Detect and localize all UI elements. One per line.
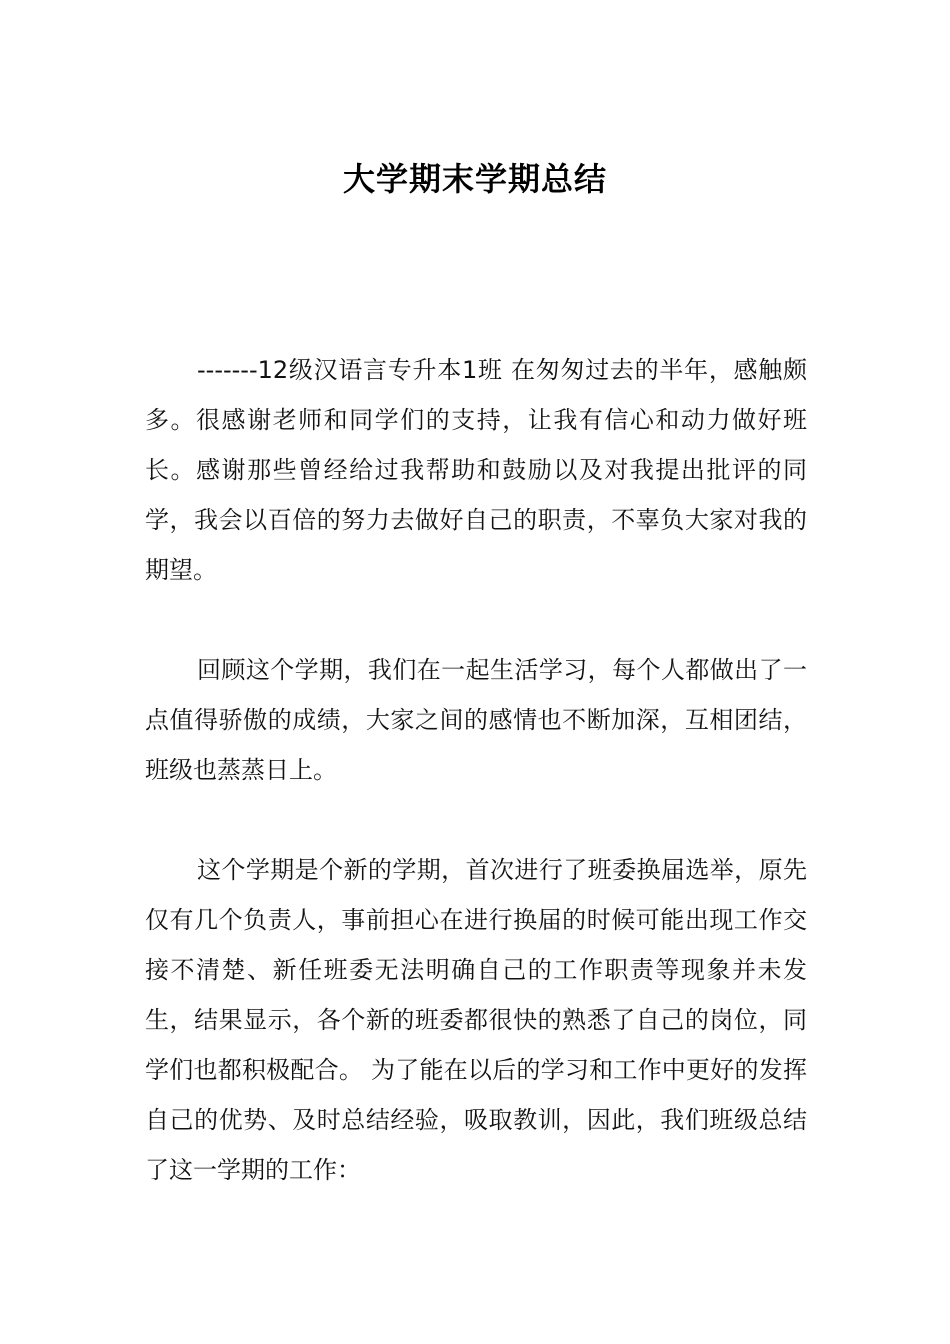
paragraph-1: -------12级汉语言专升本1班 在匆匆过去的半年，感触颇多。很感谢老师和同学们的支持，让我有信心和动力做好班长。感谢那些曾经给过我帮助和鼓励以及对我提出批评的同学，我会以百倍的努力去做好自己的职责，不辜负大家对我的期望。 bbox=[145, 356, 807, 584]
paragraph-3: 这个学期是个新的学期，首次进行了班委换届选举，原先仅有几个负责人，事前担心在进行换届的时候可能出现工作交接不清楚、新任班委无法明确自己的工作职责等现象并未发生，结果显示，各个新的班委都很快的熟悉了自己的岗位，同学们也都积极配合。 为了能在以后的学习和工作中更好的发挥自己的优势、及时总结经验，吸取教训，因此，我们班级总结了这一学期的工作： bbox=[145, 856, 807, 1184]
paragraph-2: 回顾这个学期，我们在一起生活学习，每个人都做出了一点值得骄傲的成绩，大家之间的感情也不断加深，互相团结，班级也蒸蒸日上。 bbox=[145, 656, 807, 784]
document-title: 大学期末学期总结 bbox=[342, 160, 607, 198]
document-body bbox=[145, 345, 807, 1195]
